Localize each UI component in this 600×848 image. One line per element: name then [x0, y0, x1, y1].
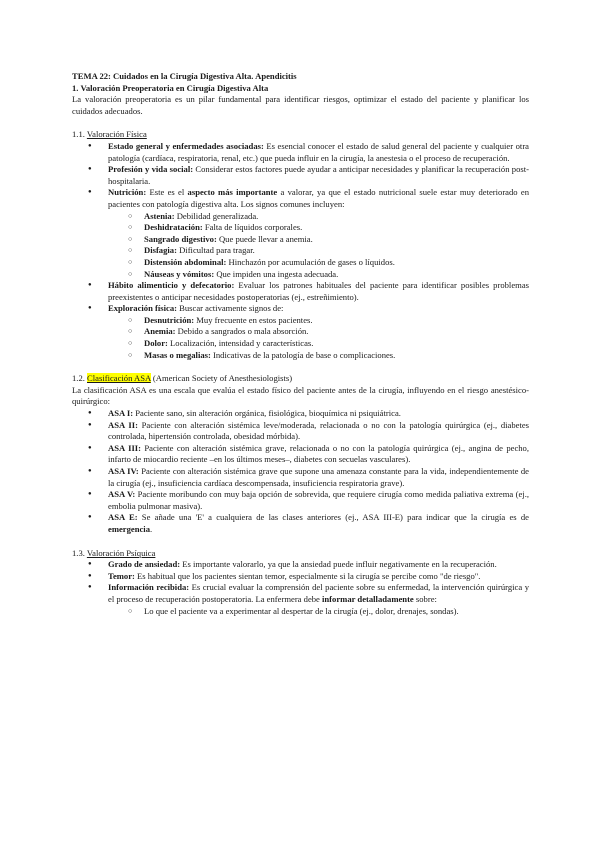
list-item: ● Grado de ansiedad: Es importante valorarlo, ya que la ansiedad puede influir negativamente en la recuperación.	[72, 559, 529, 571]
fisica-list	[72, 141, 529, 361]
section-1-1-heading	[72, 129, 529, 141]
sublist-item: ○ Náuseas y vómitos: Que impiden una ingesta adecuada.	[108, 269, 529, 281]
asa-list	[72, 408, 529, 536]
exploracion-sublist	[108, 315, 529, 361]
list-item: ● Estado general y enfermedades asociadas: Es esencial conocer el estado de salud general del paciente y cualquier otra patología (cardíaca, respiratoria, renal, etc.) que pueda influir en la cirugía, la anestesia o el proceso de recuperación.	[72, 141, 529, 164]
document-title: TEMA 22: Cuidados en la Cirugía Digestiva Alta. Apendicitis	[72, 71, 297, 81]
sublist-item: ○ Masas o megalias: Indicativas de la patología de base o complicaciones.	[108, 350, 529, 362]
list-item: ● ASA II: Paciente con alteración sistémica leve/moderada, relacionada o no con la patología quirúrgica (ej., diabetes controlada, hipertensión controlada, obesidad mórbida).	[72, 420, 529, 443]
section-1-3-heading	[72, 548, 529, 560]
list-item: ● ASA I: Paciente sano, sin alteración orgánica, fisiológica, bioquímica ni psiquiátrica.	[72, 408, 529, 420]
sublist-item: ○ Astenia: Debilidad generalizada.	[108, 211, 529, 223]
list-item: ● Información recibida: Es crucial evaluar la comprensión del paciente sobre su enfermedad, la intervención quirúrgica y el proceso de recuperación postoperatoria. La enfermera debe informar detalladamente sobre: ○ Lo que el paciente va a experimentar al despertar de la cirugía (ej., dolor, drenajes, sondas).	[72, 582, 529, 617]
sublist-item: ○ Lo que el paciente va a experimentar al despertar de la cirugía (ej., dolor, drenajes, sondas).	[108, 606, 529, 618]
list-item: ● Nutrición: Este es el aspecto más importante a valorar, ya que el estado nutricional suele estar muy deteriorado en pacientes con patología digestiva alta. Los signos comunes incluyen: ○ Astenia: Debilidad generalizada. ○ Deshidratación: Falta de líquidos corporales. ○ Sangrado digestivo: Que puede llevar a anemia. ○ Disfagia: Dificultad para tragar. ○ Distensión abdominal: Hinchazón por acumulación de gases o líquidos. ○ Náuseas y vómitos: Que impiden una ingesta adecuada.	[72, 187, 529, 280]
list-item: ● ASA III: Paciente con alteración sistémica grave, relacionada o no con la patología quirúrgica (ej., angina de pecho, infarto de miocardio reciente –en los últimos meses–, diabetes con secuelas vasculares).	[72, 443, 529, 466]
sublist-item: ○ Desnutrición: Muy frecuente en estos pacientes.	[108, 315, 529, 327]
section-1-2-heading	[72, 373, 529, 385]
list-item: ● Hábito alimenticio y defecatorio: Evaluar los patrones habituales del paciente para identificar posibles problemas preexistentes o anticipar necesidades postoperatorias (ej., estreñimiento).	[72, 280, 529, 303]
list-item: ● Profesión y vida social: Considerar estos factores puede ayudar a anticipar necesidades y planificar la recuperación post-hospitalaria.	[72, 164, 529, 187]
psiquica-list	[72, 559, 529, 617]
sublist-item: ○ Distensión abdominal: Hinchazón por acumulación de gases o líquidos.	[108, 257, 529, 269]
section-1-2-title: Clasificación ASA	[87, 373, 151, 384]
section-1-1-number: 1.1.	[72, 129, 87, 140]
list-item: ● Temor: Es habitual que los pacientes sientan temor, especialmente si la cirugía se percibe como "de riesgo".	[72, 571, 529, 583]
list-item: ● ASA V: Paciente moribundo con muy baja opción de sobrevida, que requiere cirugía como medida paliativa extrema (ej., embolia pulmonar masiva).	[72, 489, 529, 512]
list-item: ● Exploración física: Buscar activamente signos de: ○ Desnutrición: Muy frecuente en estos pacientes. ○ Anemia: Debido a sangrados o mala absorción. ○ Dolor: Localización, intensidad y características. ○ Masas o megalias: Indicativas de la patología de base o complicaciones.	[72, 303, 529, 361]
sublist-item: ○ Disfagia: Dificultad para tragar.	[108, 245, 529, 257]
section-1-3-number: 1.3.	[72, 547, 87, 558]
list-item: ● ASA E: Se añade una 'E' a cualquiera de las clases anteriores (ej., ASA III-E) para indicar que la cirugía es de emergencia.	[72, 512, 529, 535]
section-1-heading: 1. Valoración Preoperatoria en Cirugía Digestiva Alta	[72, 82, 269, 93]
sublist-item: ○ Dolor: Localización, intensidad y características.	[108, 338, 529, 350]
list-item: ● ASA IV: Paciente con alteración sistémica grave que supone una amenaza constante para la vida, independientemente de la cirugía (ej., insuficiencia cardíaca descompensada, insuficiencia respiratoria grave).	[72, 466, 529, 489]
section-1-3-title: Valoración Psíquica	[86, 547, 156, 558]
section-1-2-number: 1.2.	[72, 373, 88, 384]
sublist-item: ○ Anemia: Debido a sangrados o mala absorción.	[108, 326, 529, 338]
section-1-1-title: Valoración Física	[86, 129, 147, 140]
section-1-2-title-suffix: (American Society of Anesthesiologists)	[150, 373, 293, 384]
section-1-intro: La valoración preoperatoria es un pilar fundamental para identificar riesgos, optimizar el estado del paciente y planificar los cuidados adecuados.	[72, 94, 529, 116]
document-page	[72, 71, 529, 617]
sublist-item: ○ Deshidratación: Falta de líquidos corporales.	[108, 222, 529, 234]
nutricion-sublist	[108, 211, 529, 281]
asa-intro: La clasificación ASA es una escala que evalúa el estado físico del paciente antes de la cirugía, influyendo en el riesgo anestésico-quirúrgico:	[72, 384, 529, 407]
sublist-item: ○ Sangrado digestivo: Que puede llevar a anemia.	[108, 234, 529, 246]
informacion-sublist	[108, 606, 529, 618]
